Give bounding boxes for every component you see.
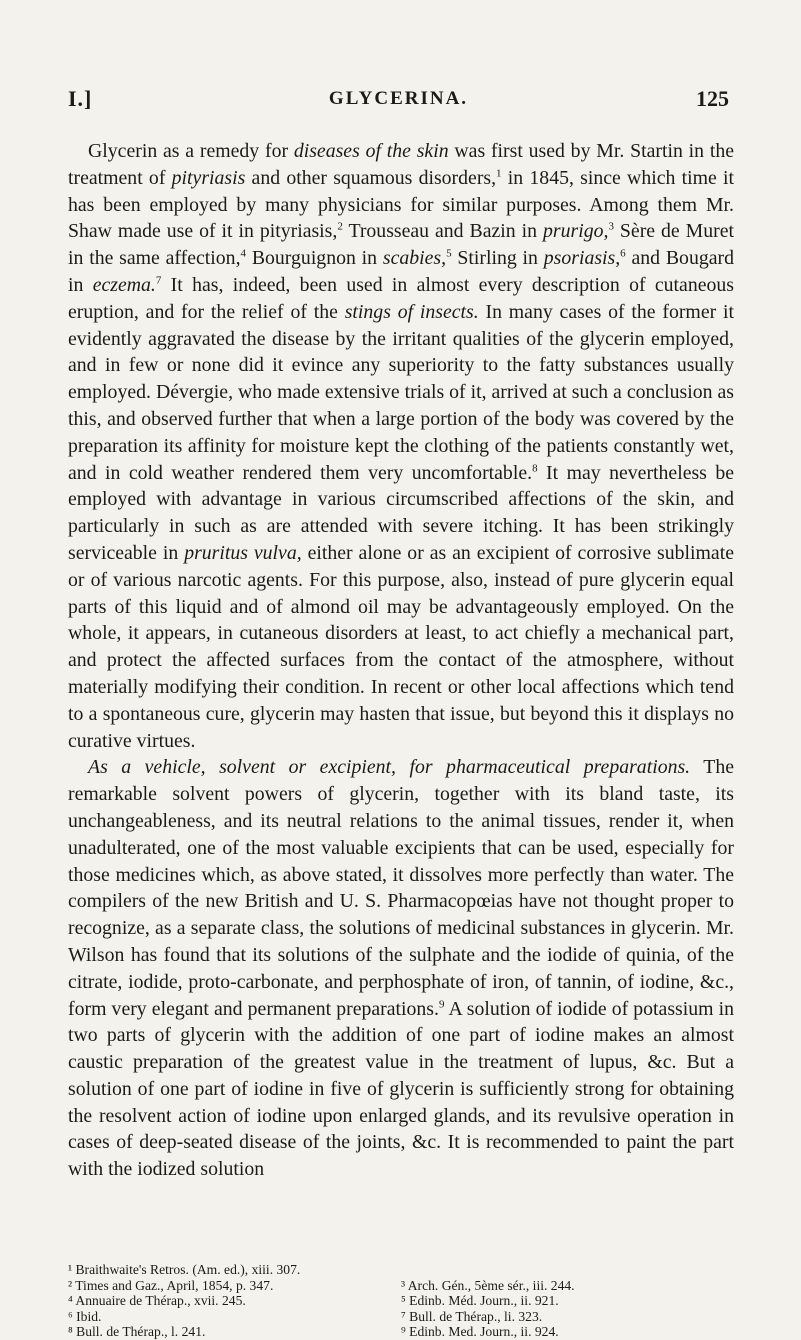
- footnote-7: ⁷ Bull. de Thérap., li. 323.: [401, 1308, 543, 1324]
- footnote-ref: 7: [155, 274, 162, 287]
- running-header: [68, 86, 729, 114]
- footnote-3: ³ Arch. Gén., 5ème sér., iii. 244.: [401, 1277, 575, 1293]
- running-title: GLYCERINA.: [328, 88, 469, 109]
- paragraph-vehicle-solvent: [68, 754, 734, 1183]
- text-run: Trousseau and Bazin in: [342, 220, 544, 243]
- footnote-ref: 9: [438, 997, 445, 1010]
- body-text: [68, 138, 734, 1183]
- footnote-6: ⁶ Ibid.: [68, 1308, 102, 1324]
- footnotes: [68, 1262, 734, 1340]
- text-run: in 1845, since which time it has been employed by many physicians for similar purposes. Among them Mr. Shaw made use of it in pityriasis,: [68, 166, 735, 243]
- footnote-4: ⁴ Annuaire de Thérap., xvii. 245.: [68, 1293, 246, 1308]
- footnote-8: ⁸ Bull. de Thérap., l. 241.: [68, 1324, 206, 1339]
- footnote-ref: 5: [446, 247, 452, 260]
- italic-text: As a vehicle, solvent or excipient, for pharmaceutical preparations.: [88, 756, 691, 779]
- text-run: and Bougard in: [68, 247, 734, 296]
- footnote-ref: 2: [337, 220, 343, 233]
- italic-text: pruritus vulva,: [184, 541, 302, 564]
- footnote-5: ⁵ Edinb. Méd. Journ., ii. 921.: [401, 1293, 559, 1308]
- italic-text: prurigo,: [543, 220, 609, 243]
- italic-text: scabies,: [382, 247, 447, 270]
- text-run: The remarkable solvent powers of glycerin, together with its bland taste, its unchangeableness, and its neutral relations to the animal tissues, render it, when unadulterated, one of the most valuable excipients that can be used, especially for those medicines which, as above stated, it dissolves more perfectly than water. The compilers of the new British and U. S. Pharmacopœias have not thought proper to recognize, as a separate class, the solutions of medicinal substances in glycerin. Mr. Wilson has found that its solutions of the sulphate and the iodide of quinia, of the citrate, iodide, proto-carbonate, and perphosphate of iron, of tannin, of iodine, &c., form very elegant and permanent preparations.: [68, 756, 735, 1020]
- footnote-2: ² Times and Gaz., April, 1854, p. 347.: [68, 1277, 274, 1293]
- footnote-9: ⁹ Edinb. Med. Journ., ii. 924.: [401, 1324, 559, 1339]
- text-run: A solution of iodide of potassium in two parts of glycerin with the addition of one part of iodine makes an almost caustic preparation of the greatest value in the treatment of lupus, &c. But a solution of one part of iodine in five of glycerin is sufficiently strong for obtaining the resolvent action of iodine upon enlarged glands, and its revulsive operation in cases of deep-seated disease of the joints, &c. It is recommended to paint the part with the iodized solution: [68, 997, 734, 1181]
- paragraph-skin-diseases: [68, 138, 734, 754]
- italic-text: diseases of the skin: [293, 140, 449, 162]
- italic-text: pityriasis: [171, 166, 246, 189]
- text-run: It has, indeed, been used in almost every description of cutaneous eruption, and for the relief of the: [68, 273, 734, 323]
- text-run: In many cases of the former it evidently aggravated the disease by the irritant qualities of the glycerin employed, and in few or none did it evince any superiority to the fatty substances usually employed. Dévergie, who made extensive trials of it, arrived at such a conclusion as this, and observed further that when a large portion of the body was covered by the preparation its affinity for moisture kept the clothing of the patients constantly wet, and in cold weather rendered them very uncomfortable.: [68, 300, 734, 484]
- footnote-ref: 4: [240, 247, 247, 260]
- section-marker: I.]: [68, 86, 93, 111]
- footnote-ref: 3: [608, 220, 614, 233]
- footnote-ref: 6: [620, 247, 626, 260]
- text-run: was first used by Mr. Startin in the treatment of: [68, 140, 734, 189]
- text-run: and other squamous disorders,: [245, 166, 497, 189]
- footnote-ref: 1: [496, 167, 502, 180]
- page-number: 125: [696, 86, 729, 111]
- italic-text: eczema.: [92, 273, 156, 296]
- text-run: It may nevertheless be employed with advantage in various circumscribed affections of the skin, and particularly in such as are attended with severe itching. It has been strikingly serviceable in: [68, 461, 735, 564]
- footnote-ref: 8: [532, 461, 538, 474]
- text-run: Bourguignon in: [246, 247, 383, 270]
- footnote-1: ¹ Braithwaite's Retros. (Am. ed.), xiii. 307.: [68, 1262, 301, 1277]
- text-run: Glycerin as a remedy for: [88, 140, 294, 162]
- italic-text: stings of insects.: [344, 300, 479, 323]
- text-run: either alone or as an excipient of corrosive sublimate or of various narcotic agents. For this purpose, also, instead of pure glycerin equal parts of this liquid and of almond oil may be advantageously employed. On the whole, it appears, in cutaneous disorders at least, to act chiefly a mechanical part, and protect the affected surfaces from the contact of the atmosphere, without materially modifying their condition. In recent or other local affections which tend to a spontaneous cure, glycerin may hasten that issue, but beyond this it displays no curative virtues.: [68, 541, 734, 752]
- text-run: Sère de Muret in the same affection,: [68, 220, 735, 270]
- italic-text: psoriasis,: [543, 247, 621, 270]
- text-run: Stirling in: [451, 247, 544, 270]
